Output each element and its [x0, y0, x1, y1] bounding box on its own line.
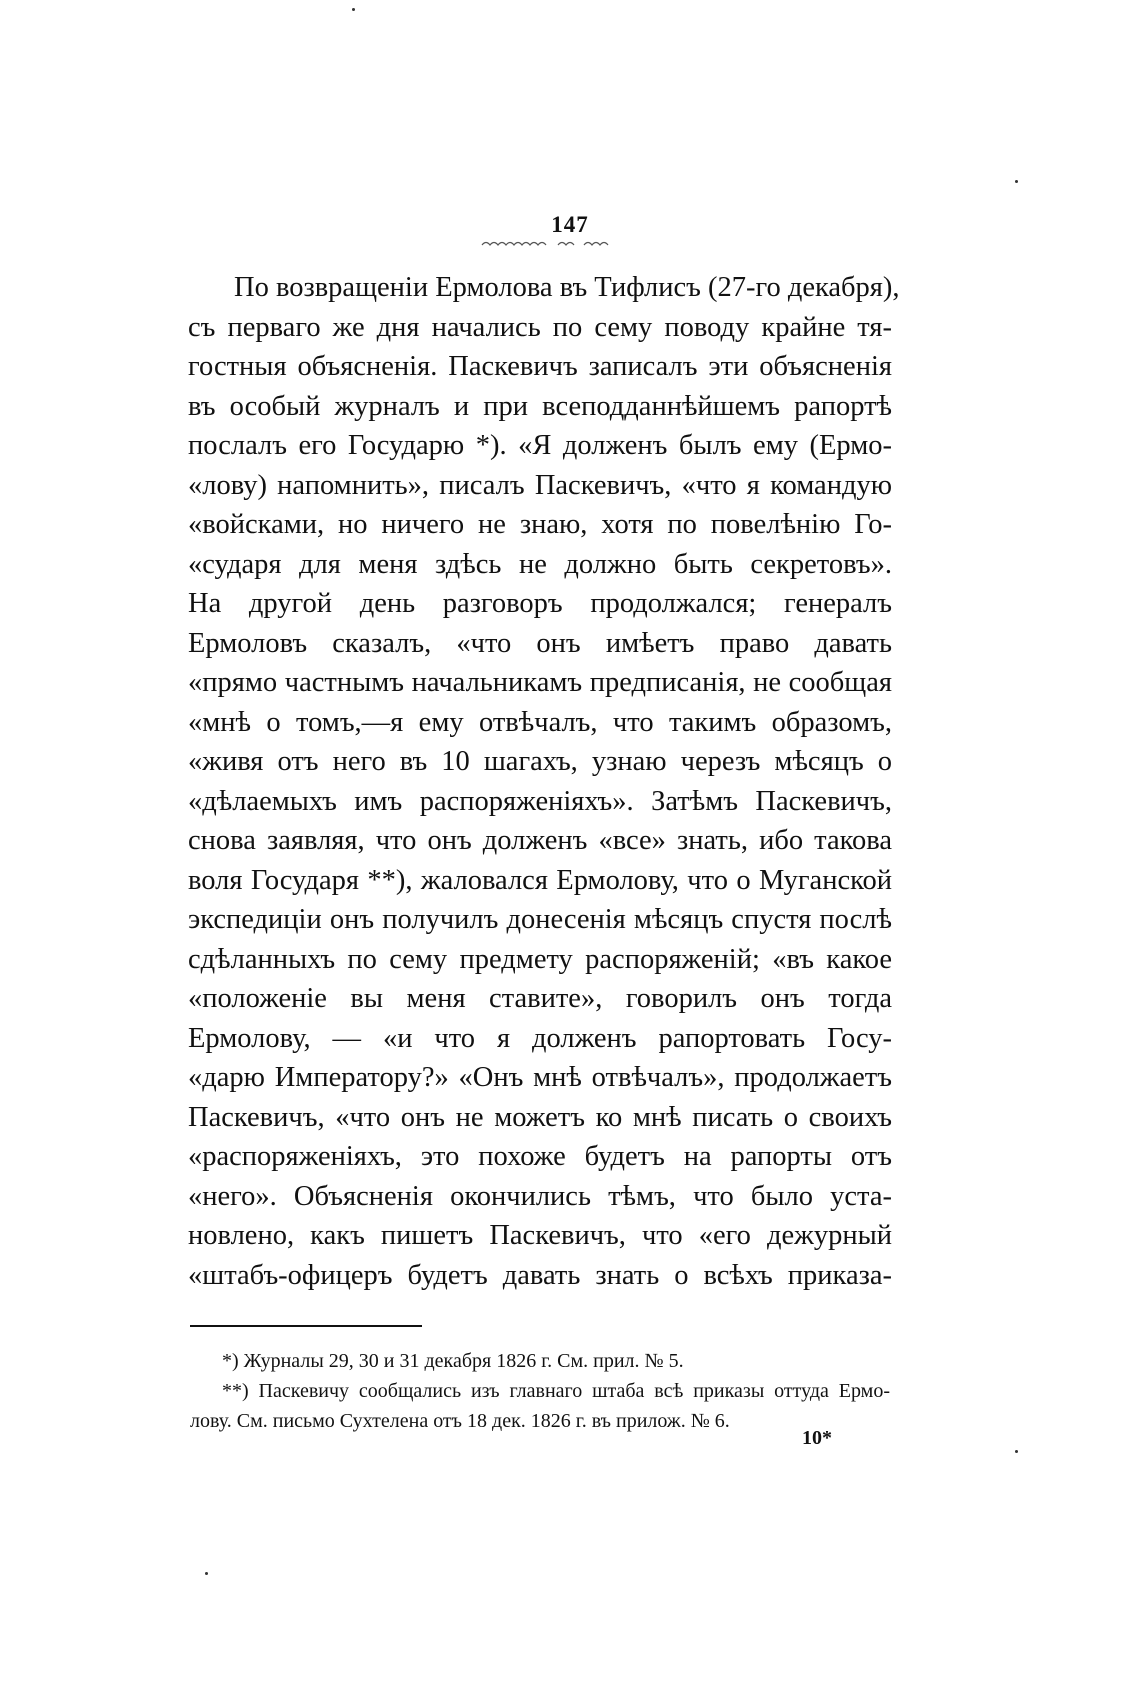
ornament-divider	[480, 238, 610, 248]
text-line: «него». Объясненія окончились тѣмъ, что было уста-	[188, 1180, 892, 1212]
print-speck	[1015, 180, 1018, 183]
text-line: Паскевичъ, «что онъ не можетъ ко мнѣ писать о своихъ	[188, 1101, 892, 1133]
text-line: «мнѣ о томъ,—я ему отвѣчалъ, что такимъ образомъ,	[188, 706, 892, 738]
text-line: Ермоловъ сказалъ, «что онъ имѣетъ право давать	[188, 627, 892, 659]
footnote-divider	[190, 1325, 422, 1327]
text-line: По возвращеніи Ермолова въ Тифлисъ (27-го декабря),	[234, 272, 900, 303]
text-line: «дѣлаемыхъ имъ распоряженіяхъ». Затѣмъ Паскевичъ,	[188, 785, 892, 817]
text-line: На другой день разговоръ продолжался; генералъ	[188, 588, 892, 619]
print-speck	[1015, 1450, 1018, 1453]
text-line: съ перваго же дня начались по сему поводу крайне тя-	[188, 311, 892, 343]
footnote-line: **) Паскевичу сообщались изъ главнаго штаба всѣ приказы оттуда Ермо-	[222, 1380, 890, 1402]
text-line: «дарю Императору?» «Онъ мнѣ отвѣчалъ», продолжаетъ	[188, 1062, 892, 1093]
footnote-line: лову. См. письмо Сухтелена отъ 18 дек. 1826 г. въ прилож. № 6.	[190, 1410, 730, 1432]
print-speck	[205, 1572, 208, 1575]
text-line: гостныя объясненія. Паскевичъ записалъ эти объясненія	[188, 351, 892, 382]
print-speck	[352, 8, 355, 11]
text-line: новлено, какъ пишетъ Паскевичъ, что «его дежурный	[188, 1220, 892, 1251]
text-line: воля Государя **), жаловался Ермолову, что о Муганской	[188, 864, 892, 896]
text-line: «лову) напомнить», писалъ Паскевичъ, «что я командую	[188, 469, 892, 501]
footnote-line: *) Журналы 29, 30 и 31 декабря 1826 г. См. прил. № 5.	[222, 1350, 684, 1372]
text-line: «прямо частнымъ начальникамъ предписанія, не сообщая	[188, 667, 892, 698]
text-line: «войсками, но ничего не знаю, хотя по повелѣнію Го-	[188, 509, 892, 540]
text-line: экспедиціи онъ получилъ донесенія мѣсяцъ спустя послѣ	[188, 904, 892, 935]
text-line: снова заявляя, что онъ долженъ «все» знать, ибо такова	[188, 825, 892, 856]
text-line: сдѣланныхъ по сему предмету распоряженій; «въ какое	[188, 943, 892, 975]
text-line: «положеніе вы меня ставите», говорилъ онъ тогда	[188, 983, 892, 1014]
body-text	[188, 268, 900, 1295]
text-line: Ермолову, — «и что я долженъ рапортовать Госу-	[188, 1022, 892, 1054]
footnotes	[190, 1346, 890, 1436]
page-number: 147	[551, 212, 589, 237]
text-line: «штабъ-офицеръ будетъ давать знать о всѣхъ приказа-	[188, 1259, 892, 1291]
text-line: «сударя для меня здѣсь не должно быть секретовъ».	[188, 548, 892, 580]
text-line: «живя отъ него въ 10 шагахъ, узнаю черезъ мѣсяцъ о	[188, 746, 892, 777]
text-line: послалъ его Государю *). «Я долженъ былъ ему (Ермо-	[188, 430, 892, 461]
signature-mark: 10*	[802, 1427, 832, 1449]
text-line: въ особый журналъ и при всеподданнѣйшемъ рапортѣ	[188, 390, 892, 422]
text-line: «распоряженіяхъ, это похоже будетъ на рапорты отъ	[188, 1141, 892, 1172]
